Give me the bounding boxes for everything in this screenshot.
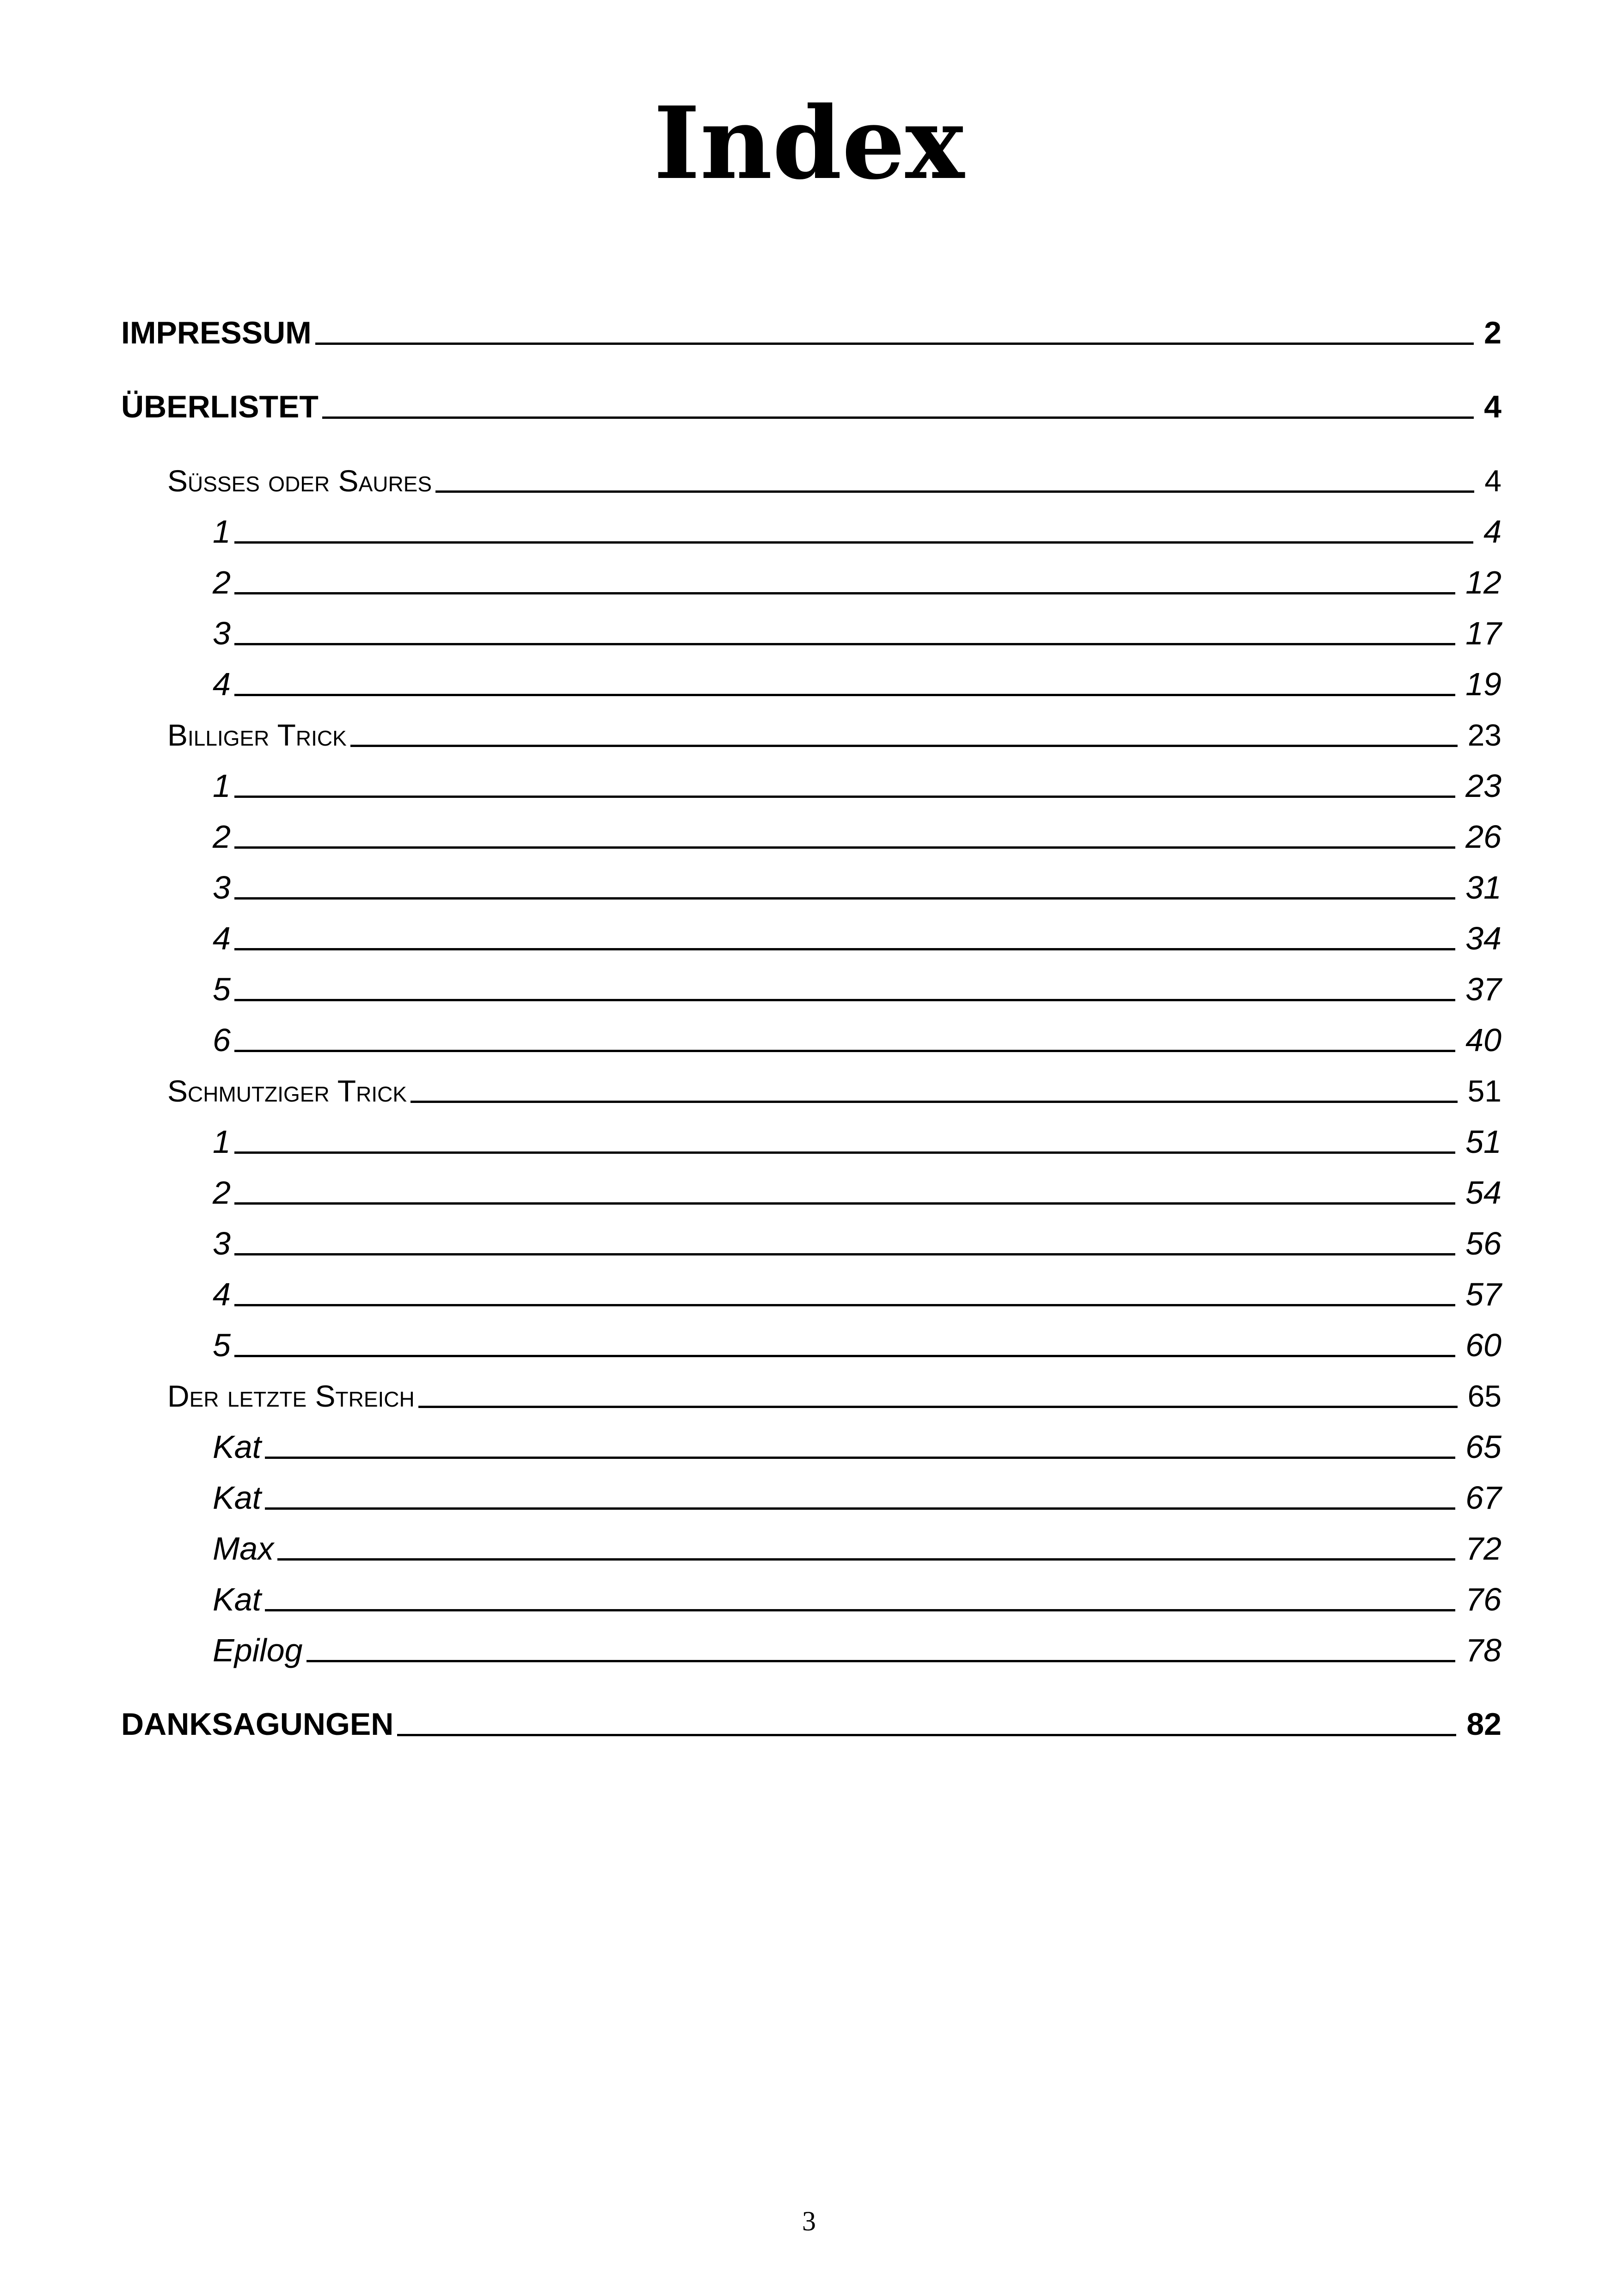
toc-entry-label: 3 <box>213 869 231 906</box>
toc-entry-chapter[interactable] <box>213 767 1502 804</box>
toc-leader-line <box>306 1660 1456 1662</box>
toc-entry-label: 1 <box>213 768 231 804</box>
toc-entry-chapter[interactable] <box>213 513 1502 550</box>
toc-entry-chapter[interactable] <box>213 1428 1502 1465</box>
toc-leader-line <box>234 897 1455 900</box>
toc-entry-page: 72 <box>1465 1531 1502 1567</box>
toc-entry-page: 4 <box>1484 389 1502 424</box>
toc-entry-chapter[interactable] <box>213 1123 1502 1160</box>
toc-entry-label: Süßes oder Saures <box>167 464 432 498</box>
toc-entry-label: 1 <box>213 514 231 550</box>
toc-entry-page: 78 <box>1465 1632 1502 1668</box>
page-number: 3 <box>802 2206 816 2236</box>
toc-entry-label: Billiger Trick <box>167 718 347 752</box>
toc-entry-label: Kat <box>213 1581 262 1617</box>
toc-entry-chapter[interactable] <box>213 666 1502 703</box>
toc-leader-line <box>418 1406 1458 1408</box>
toc-entry-label: 4 <box>213 1276 231 1312</box>
toc-leader-line <box>234 592 1455 594</box>
toc-leader-line <box>265 1457 1455 1459</box>
toc-entry-page: 26 <box>1465 819 1502 855</box>
toc-entry-label: Epilog <box>213 1632 303 1668</box>
toc-entry-chapter[interactable] <box>213 818 1502 855</box>
toc-entry-schmutziger-trick[interactable] <box>167 1072 1502 1109</box>
toc-entry-chapter[interactable] <box>213 1225 1502 1262</box>
toc-leader-line <box>234 1151 1455 1154</box>
toc-entry-chapter[interactable] <box>213 564 1502 601</box>
toc-entry-label: Kat <box>213 1480 262 1516</box>
toc-entry-label: Schmutziger Trick <box>167 1074 407 1108</box>
toc-entry-chapter[interactable] <box>213 1581 1502 1618</box>
toc-entry-page: 12 <box>1465 564 1502 600</box>
toc-entry-label: 5 <box>213 1327 231 1363</box>
toc-entry-label: 3 <box>213 615 231 651</box>
toc-entry-page: 34 <box>1465 920 1502 956</box>
toc-entry-chapter[interactable] <box>213 615 1502 652</box>
toc-entry-epilog[interactable] <box>213 1632 1502 1669</box>
toc-entry-chapter[interactable] <box>213 1327 1502 1364</box>
toc-entry-label: 4 <box>213 920 231 956</box>
toc-leader-line <box>234 643 1455 645</box>
toc-entry-label: Der letzte Streich <box>167 1379 415 1413</box>
toc-entry-chapter[interactable] <box>213 1022 1502 1059</box>
toc-entry-label: 3 <box>213 1225 231 1261</box>
toc-entry-label: 2 <box>213 1175 231 1211</box>
toc-leader-line <box>411 1101 1458 1103</box>
toc-entry-chapter[interactable] <box>213 971 1502 1008</box>
toc-entry-page: 4 <box>1483 514 1502 550</box>
toc-leader-line <box>322 416 1474 419</box>
toc-entry-chapter[interactable] <box>213 1276 1502 1313</box>
toc-entry-page: 40 <box>1465 1022 1502 1058</box>
toc-entry-impressum[interactable] <box>121 314 1502 351</box>
toc-entry-label: 4 <box>213 666 231 702</box>
toc-entry-page: 23 <box>1465 768 1502 804</box>
toc-leader-line <box>435 490 1474 493</box>
toc-entry-suesses-oder-saures[interactable] <box>167 462 1502 499</box>
toc-entry-page: 65 <box>1467 1379 1502 1413</box>
toc-entry-page: 57 <box>1465 1276 1502 1312</box>
toc-leader-line <box>234 1355 1455 1357</box>
toc-entry-label: 1 <box>213 1124 231 1160</box>
toc-entry-label: Kat <box>213 1429 262 1465</box>
toc-entry-label: Max <box>213 1531 274 1567</box>
toc-leader-line <box>277 1558 1455 1561</box>
toc-leader-line <box>234 846 1455 849</box>
toc-entry-page: 56 <box>1465 1225 1502 1261</box>
toc-entry-page: 17 <box>1465 615 1502 651</box>
toc-entry-page: 37 <box>1465 971 1502 1007</box>
toc-leader-line <box>234 1202 1455 1205</box>
toc-entry-page: 67 <box>1465 1480 1502 1516</box>
toc-leader-line <box>234 1050 1455 1052</box>
toc-leader-line <box>234 948 1455 950</box>
toc-entry-chapter[interactable] <box>213 869 1502 906</box>
toc-entry-page: 82 <box>1466 1707 1502 1742</box>
toc-leader-line <box>265 1507 1455 1510</box>
toc-entry-label: 2 <box>213 564 231 600</box>
toc-entry-page: 4 <box>1484 464 1502 498</box>
toc-leader-line <box>397 1734 1456 1736</box>
toc-entry-page: 19 <box>1465 666 1502 702</box>
toc-entry-chapter[interactable] <box>213 1479 1502 1516</box>
toc-entry-chapter[interactable] <box>213 920 1502 957</box>
toc-leader-line <box>315 343 1474 345</box>
toc-entry-ueberlistet[interactable] <box>121 388 1502 425</box>
toc-leader-line <box>234 796 1455 798</box>
toc-entry-page: 2 <box>1484 315 1502 350</box>
toc-entry-label: 2 <box>213 819 231 855</box>
toc-leader-line <box>234 999 1455 1001</box>
page-title: Index <box>653 85 965 202</box>
toc-entry-page: 31 <box>1465 869 1502 906</box>
toc-entry-danksagungen[interactable] <box>121 1706 1502 1743</box>
toc-leader-line <box>265 1609 1455 1611</box>
toc-entry-label: IMPRESSUM <box>121 315 312 350</box>
toc-entry-page: 76 <box>1465 1581 1502 1617</box>
toc-entry-page: 51 <box>1465 1124 1502 1160</box>
toc-entry-der-letzte-streich[interactable] <box>167 1378 1502 1414</box>
toc-entry-chapter[interactable] <box>213 1174 1502 1211</box>
toc-entry-label: DANKSAGUNGEN <box>121 1707 394 1742</box>
toc-entry-page: 23 <box>1467 718 1502 752</box>
toc-entry-page: 60 <box>1465 1327 1502 1363</box>
toc-entry-label: 6 <box>213 1022 231 1058</box>
toc-leader-line <box>234 694 1455 696</box>
toc-entry-label: 5 <box>213 971 231 1007</box>
toc-leader-line <box>234 541 1473 544</box>
toc-entry-chapter[interactable] <box>213 1530 1502 1567</box>
toc-leader-line <box>350 745 1458 747</box>
toc-entry-billiger-trick[interactable] <box>167 716 1502 753</box>
toc-entry-page: 51 <box>1467 1074 1502 1108</box>
toc-entry-page: 54 <box>1465 1175 1502 1211</box>
toc-entry-label: ÜBERLISTET <box>121 389 319 424</box>
toc-entry-page: 65 <box>1465 1429 1502 1465</box>
toc-leader-line <box>234 1253 1455 1255</box>
toc-leader-line <box>234 1304 1455 1306</box>
